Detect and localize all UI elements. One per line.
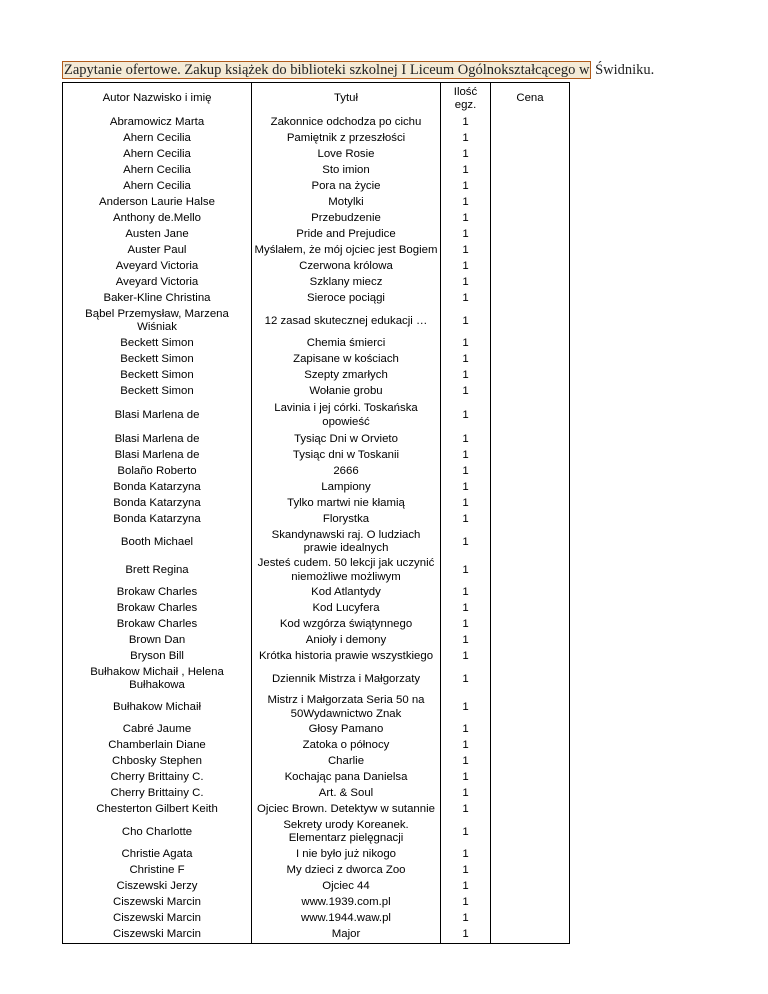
cell-quantity: 1 [441, 722, 491, 738]
cell-title: Myślałem, że mój ojciec jest Bogiem [252, 243, 441, 259]
cell-price [491, 227, 570, 243]
cell-quantity: 1 [441, 694, 491, 723]
cell-title: Pora na życie [252, 179, 441, 195]
cell-author: Auster Paul [63, 243, 252, 259]
cell-author: Ahern Cecilia [63, 179, 252, 195]
cell-title: Pamiętnik z przeszłości [252, 131, 441, 147]
cell-title: I nie było już nikogo [252, 847, 441, 863]
table-row [63, 275, 570, 291]
cell-title: My dzieci z dworca Zoo [252, 863, 441, 879]
cell-price [491, 131, 570, 147]
cell-quantity: 1 [441, 557, 491, 586]
cell-title: www.1944.waw.pl [252, 911, 441, 927]
cell-price [491, 400, 570, 433]
cell-price [491, 464, 570, 480]
cell-price [491, 480, 570, 496]
cell-title: Skandynawski raj. O ludziach prawie idealnych [252, 528, 441, 557]
cell-quantity: 1 [441, 243, 491, 259]
cell-title: Florystka [252, 512, 441, 528]
cell-author: Aveyard Victoria [63, 259, 252, 275]
cell-title: 2666 [252, 464, 441, 480]
table-row [63, 863, 570, 879]
cell-title: Sekrety urody Koreanek. Elementarz pielęgnacji [252, 818, 441, 847]
cell-quantity: 1 [441, 179, 491, 195]
cell-price [491, 432, 570, 448]
table-row [63, 464, 570, 480]
cell-author: Anderson Laurie Halse [63, 195, 252, 211]
table-row [63, 911, 570, 927]
table-row [63, 368, 570, 384]
cell-author: Ciszewski Marcin [63, 911, 252, 927]
cell-price [491, 802, 570, 818]
table-row [63, 633, 570, 649]
table-row [63, 802, 570, 818]
table-row [63, 179, 570, 195]
cell-title: Przebudzenie [252, 211, 441, 227]
cell-quantity: 1 [441, 352, 491, 368]
table-row [63, 131, 570, 147]
cell-author: Beckett Simon [63, 352, 252, 368]
cell-price [491, 633, 570, 649]
table-row [63, 617, 570, 633]
cell-title: Dziennik Mistrza i Małgorzaty [252, 665, 441, 694]
cell-author: Bąbel Przemysław, Marzena Wiśniak [63, 307, 252, 336]
cell-price [491, 927, 570, 944]
cell-title: Charlie [252, 754, 441, 770]
cell-quantity: 1 [441, 770, 491, 786]
table-row [63, 400, 570, 433]
cell-quantity: 1 [441, 400, 491, 433]
cell-quantity: 1 [441, 617, 491, 633]
cell-price [491, 448, 570, 464]
cell-quantity: 1 [441, 195, 491, 211]
document-title-rest: Świdniku. [591, 62, 655, 78]
cell-title: Tysiąc dni w Toskanii [252, 448, 441, 464]
cell-author: Christine F [63, 863, 252, 879]
cell-author: Brown Dan [63, 633, 252, 649]
books-table [62, 82, 570, 944]
column-header-author: Autor Nazwisko i imię [63, 83, 252, 116]
cell-author: Ciszewski Marcin [63, 895, 252, 911]
cell-title: Zakonnice odchodza po cichu [252, 115, 441, 131]
cell-title: Mistrz i Małgorzata Seria 50 na 50Wydawnictwo Znak [252, 694, 441, 723]
cell-price [491, 384, 570, 400]
cell-quantity: 1 [441, 163, 491, 179]
table-row [63, 557, 570, 586]
cell-title: Zapisane w kościach [252, 352, 441, 368]
cell-author: Austen Jane [63, 227, 252, 243]
cell-title: www.1939.com.pl [252, 895, 441, 911]
cell-quantity: 1 [441, 633, 491, 649]
table-row [63, 895, 570, 911]
cell-quantity: 1 [441, 802, 491, 818]
cell-title: Czerwona królowa [252, 259, 441, 275]
cell-price [491, 649, 570, 665]
cell-price [491, 585, 570, 601]
cell-quantity: 1 [441, 818, 491, 847]
cell-author: Anthony de.Mello [63, 211, 252, 227]
cell-title: Kochając pana Danielsa [252, 770, 441, 786]
cell-quantity: 1 [441, 448, 491, 464]
table-row [63, 601, 570, 617]
column-header-title: Tytuł [252, 83, 441, 116]
cell-title: 12 zasad skutecznej edukacji … [252, 307, 441, 336]
cell-author: Beckett Simon [63, 336, 252, 352]
table-row [63, 496, 570, 512]
cell-author: Cho Charlotte [63, 818, 252, 847]
table-row [63, 291, 570, 307]
cell-price [491, 147, 570, 163]
document-title [62, 62, 654, 79]
table-row [63, 665, 570, 694]
cell-author: Brokaw Charles [63, 601, 252, 617]
cell-price [491, 770, 570, 786]
document-title-highlight: Zapytanie ofertowe. Zakup książek do biblioteki szkolnej I Liceum Ogólnokształcącego w [64, 62, 590, 78]
table-row [63, 528, 570, 557]
cell-price [491, 528, 570, 557]
cell-quantity: 1 [441, 665, 491, 694]
cell-price [491, 722, 570, 738]
cell-price [491, 895, 570, 911]
cell-quantity: 1 [441, 879, 491, 895]
cell-title: Art. & Soul [252, 786, 441, 802]
cell-quantity: 1 [441, 115, 491, 131]
cell-author: Bolaño Roberto [63, 464, 252, 480]
cell-quantity: 1 [441, 291, 491, 307]
cell-quantity: 1 [441, 512, 491, 528]
cell-quantity: 1 [441, 649, 491, 665]
cell-quantity: 1 [441, 131, 491, 147]
cell-author: Beckett Simon [63, 384, 252, 400]
cell-title: Anioły i demony [252, 633, 441, 649]
cell-author: Baker-Kline Christina [63, 291, 252, 307]
cell-title: Pride and Prejudice [252, 227, 441, 243]
cell-price [491, 243, 570, 259]
table-row [63, 694, 570, 723]
cell-quantity: 1 [441, 259, 491, 275]
cell-title: Szepty zmarłych [252, 368, 441, 384]
table-row [63, 585, 570, 601]
cell-title: Kod Lucyfera [252, 601, 441, 617]
cell-quantity: 1 [441, 911, 491, 927]
cell-quantity: 1 [441, 585, 491, 601]
cell-author: Chesterton Gilbert Keith [63, 802, 252, 818]
cell-quantity: 1 [441, 786, 491, 802]
cell-title: Sieroce pociągi [252, 291, 441, 307]
cell-price [491, 738, 570, 754]
cell-price [491, 336, 570, 352]
table-row [63, 512, 570, 528]
cell-price [491, 786, 570, 802]
table-header [63, 83, 570, 116]
cell-author: Bonda Katarzyna [63, 512, 252, 528]
cell-quantity: 1 [441, 147, 491, 163]
cell-quantity: 1 [441, 368, 491, 384]
cell-author: Bułhakow Michaił [63, 694, 252, 723]
cell-title: Jesteś cudem. 50 lekcji jak uczynić niemożliwe możliwym [252, 557, 441, 586]
table-row [63, 115, 570, 131]
cell-title: Ojciec Brown. Detektyw w sutannie [252, 802, 441, 818]
cell-quantity: 1 [441, 528, 491, 557]
cell-quantity: 1 [441, 480, 491, 496]
cell-price [491, 179, 570, 195]
cell-quantity: 1 [441, 601, 491, 617]
cell-quantity: 1 [441, 738, 491, 754]
cell-author: Chamberlain Diane [63, 738, 252, 754]
cell-quantity: 1 [441, 895, 491, 911]
cell-quantity: 1 [441, 496, 491, 512]
cell-price [491, 601, 570, 617]
cell-quantity: 1 [441, 227, 491, 243]
cell-author: Blasi Marlena de [63, 432, 252, 448]
cell-quantity: 1 [441, 307, 491, 336]
cell-quantity: 1 [441, 336, 491, 352]
cell-price [491, 211, 570, 227]
cell-price [491, 694, 570, 723]
table-row [63, 243, 570, 259]
table-row [63, 227, 570, 243]
cell-title: Tysiąc Dni w Orvieto [252, 432, 441, 448]
cell-price [491, 307, 570, 336]
cell-title: Chemia śmierci [252, 336, 441, 352]
cell-price [491, 911, 570, 927]
table-row [63, 259, 570, 275]
cell-author: Bonda Katarzyna [63, 480, 252, 496]
column-header-quantity-line2: egz. [454, 99, 477, 111]
cell-price [491, 818, 570, 847]
cell-author: Christie Agata [63, 847, 252, 863]
cell-title: Sto imion [252, 163, 441, 179]
cell-title: Tylko martwi nie kłamią [252, 496, 441, 512]
cell-title: Kod wzgórza świątynnego [252, 617, 441, 633]
table-row [63, 480, 570, 496]
column-header-quantity [441, 83, 491, 116]
table-row [63, 818, 570, 847]
cell-author: Ahern Cecilia [63, 147, 252, 163]
cell-title: Krótka historia prawie wszystkiego [252, 649, 441, 665]
table-row [63, 147, 570, 163]
cell-quantity: 1 [441, 863, 491, 879]
cell-author: Brokaw Charles [63, 617, 252, 633]
cell-price [491, 115, 570, 131]
table-row [63, 770, 570, 786]
cell-price [491, 557, 570, 586]
cell-author: Ahern Cecilia [63, 163, 252, 179]
cell-author: Brokaw Charles [63, 585, 252, 601]
table-row [63, 352, 570, 368]
cell-author: Cherry Brittainy C. [63, 770, 252, 786]
cell-title: Lavinia i jej córki. Toskańska opowieść [252, 400, 441, 433]
cell-price [491, 275, 570, 291]
cell-price [491, 665, 570, 694]
table-row [63, 847, 570, 863]
cell-title: Głosy Pamano [252, 722, 441, 738]
table-row [63, 307, 570, 336]
cell-title: Zatoka o północy [252, 738, 441, 754]
cell-title: Lampiony [252, 480, 441, 496]
cell-price [491, 496, 570, 512]
cell-title: Motylki [252, 195, 441, 211]
table-body [63, 115, 570, 943]
cell-title: Love Rosie [252, 147, 441, 163]
cell-price [491, 512, 570, 528]
cell-author: Aveyard Victoria [63, 275, 252, 291]
cell-title: Ojciec 44 [252, 879, 441, 895]
cell-author: Bryson Bill [63, 649, 252, 665]
cell-price [491, 368, 570, 384]
cell-author: Bonda Katarzyna [63, 496, 252, 512]
cell-author: Chbosky Stephen [63, 754, 252, 770]
cell-author: Cabré Jaume [63, 722, 252, 738]
cell-author: Blasi Marlena de [63, 400, 252, 433]
column-header-quantity-line1: Ilość [453, 85, 478, 98]
cell-quantity: 1 [441, 432, 491, 448]
table-row [63, 195, 570, 211]
table-row [63, 448, 570, 464]
cell-quantity: 1 [441, 927, 491, 944]
cell-quantity: 1 [441, 464, 491, 480]
cell-author: Ciszewski Jerzy [63, 879, 252, 895]
cell-price [491, 163, 570, 179]
cell-author: Abramowicz Marta [63, 115, 252, 131]
cell-author: Ciszewski Marcin [63, 927, 252, 944]
cell-author: Booth Michael [63, 528, 252, 557]
cell-title: Major [252, 927, 441, 944]
table-row [63, 384, 570, 400]
cell-author: Bułhakow Michaił , Helena Bułhakowa [63, 665, 252, 694]
cell-author: Cherry Brittainy C. [63, 786, 252, 802]
cell-price [491, 847, 570, 863]
cell-author: Blasi Marlena de [63, 448, 252, 464]
table-row [63, 738, 570, 754]
table-row [63, 927, 570, 944]
cell-price [491, 352, 570, 368]
table-row [63, 786, 570, 802]
cell-author: Brett Regina [63, 557, 252, 586]
cell-price [491, 879, 570, 895]
column-header-price: Cena [491, 83, 570, 116]
table-row [63, 722, 570, 738]
cell-price [491, 291, 570, 307]
cell-quantity: 1 [441, 847, 491, 863]
cell-price [491, 863, 570, 879]
table-row [63, 163, 570, 179]
table-row [63, 754, 570, 770]
cell-quantity: 1 [441, 211, 491, 227]
cell-quantity: 1 [441, 275, 491, 291]
table-row [63, 432, 570, 448]
cell-title: Szklany miecz [252, 275, 441, 291]
cell-price [491, 617, 570, 633]
table-row [63, 879, 570, 895]
cell-author: Beckett Simon [63, 368, 252, 384]
cell-quantity: 1 [441, 754, 491, 770]
cell-quantity: 1 [441, 384, 491, 400]
cell-price [491, 195, 570, 211]
cell-price [491, 754, 570, 770]
table-row [63, 336, 570, 352]
table-row [63, 211, 570, 227]
cell-author: Ahern Cecilia [63, 131, 252, 147]
cell-title: Kod Atlantydy [252, 585, 441, 601]
cell-title: Wołanie grobu [252, 384, 441, 400]
table-row [63, 649, 570, 665]
cell-price [491, 259, 570, 275]
